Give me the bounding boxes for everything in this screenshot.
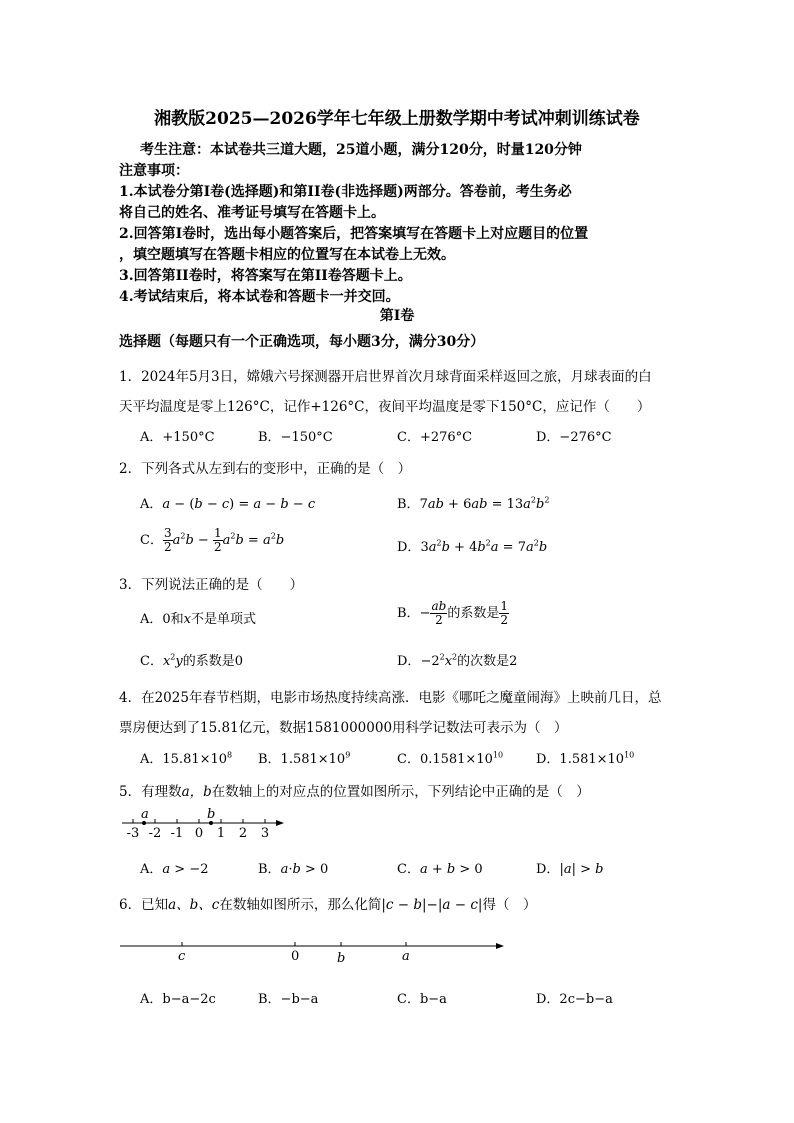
option-label: B． — [397, 497, 420, 512]
option-label: D． — [397, 540, 421, 555]
q1-option-c: C．+276°C — [397, 430, 473, 445]
q6-option-b: B．−b−a — [258, 992, 319, 1007]
q2-option-a: A．a − (b − c) = a − b − c — [140, 497, 316, 512]
q5-option-b: B．a·b > 0 — [258, 862, 329, 877]
instructions-heading: 注意事项： — [119, 163, 189, 179]
q6-option-a: A．b−a−2c — [140, 992, 216, 1007]
q5-tick-label: 3 — [260, 826, 270, 841]
q5-tick-group — [127, 819, 269, 841]
q6-label-b: b — [337, 951, 346, 966]
q6-label-c: c — [178, 949, 186, 964]
q3-d-text: 的次数是2 — [457, 654, 518, 669]
exam-title: 湘教版2025—2026学年七年级上册数学期中考试冲刺训练试卷 — [154, 109, 640, 129]
q6-label-0: 0 — [291, 949, 300, 964]
q5-label-a: a — [141, 807, 149, 822]
q5-tick-label: -2 — [148, 826, 162, 841]
option-label: C． — [140, 533, 163, 548]
q5-option-d: D．|a| > b — [536, 862, 604, 877]
q6-option-d: D．2c−b−a — [536, 992, 613, 1007]
q2-option-b: B．$7ab + 6ab = 13a^2b^2$ — [397, 495, 550, 512]
q3-a-var: x — [183, 612, 192, 627]
q3-option-d: D．$-2^2x^2$的次数是2 — [397, 652, 518, 669]
q1-line1: 1．2024年5月3日，嫦娥六号探测器开启世界首次月球背面采样返回之旅，月球表面的白 — [119, 369, 652, 385]
q6-stem — [119, 893, 536, 913]
q4-option-d-exp: 10 — [624, 750, 635, 760]
q2-option-d: D．$3a^2b + 4b^2a = 7a^2b$ — [397, 538, 548, 555]
q5-stem-vars: a，b — [181, 784, 212, 800]
q3-stem: 3．下列说法正确的是（ ） — [119, 577, 304, 593]
q5-option-a: A．a > −2 — [140, 862, 209, 877]
q5-stem-prefix: 5．有理数 — [119, 784, 182, 800]
option-label: D． — [397, 654, 421, 669]
section-heading: 选择题（每题只有一个正确选项，每小题3分，满分30分） — [119, 334, 485, 350]
instruction-line: 4.考试结束后，将本试卷和答题卡一并交回。 — [119, 289, 400, 305]
q6-stem-prefix: 6．已知 — [119, 897, 169, 913]
q1-option-d: D．−276°C — [536, 430, 612, 445]
q2-option-c: C． $\frac{3}{2}$ $a^2b$ − $\frac{1}{2}$ $a^2b = a^2b$ — [140, 526, 285, 554]
q1-option-a: A．+150°C — [140, 430, 215, 445]
instruction-line: ，填空题填写在答题卡相应的位置写在本试卷上无效。 — [119, 247, 455, 263]
q6-label-a: a — [402, 949, 410, 964]
q3-b-text: 的系数是 — [447, 606, 500, 621]
option-label: A． — [140, 862, 163, 877]
q5-tick-label: 1 — [216, 826, 226, 841]
q4-option-c-text: C．0.1581×10 — [397, 752, 493, 767]
section-title: 第Ⅰ卷 — [379, 308, 415, 324]
q4-option-c-exp: 10 — [492, 750, 504, 760]
q3-option-c: C．$x^2y$的系数是0 — [140, 652, 244, 669]
option-label: B． — [258, 862, 281, 877]
q4-line1: 4．在2025年春节档期，电影市场热度持续高涨．电影《哪吒之魔童闹海》上映前几日，总 — [119, 690, 662, 706]
q6-stem-mid: 在数轴如图所示，那么化简 — [219, 897, 382, 913]
option-label: A． — [140, 497, 163, 512]
q6-stem-suffix: 得（ ） — [482, 897, 537, 913]
instruction-line: 将自己的姓名、准考证号填写在答题卡上。 — [119, 205, 385, 221]
option-label: C． — [397, 862, 420, 877]
option-label: B． — [397, 606, 420, 621]
q4-option-a-text: A．15.81×10 — [140, 752, 228, 767]
q5-tick-label: -3 — [126, 826, 140, 841]
q2-stem: 2．下列各式从左到右的变形中，正确的是（ ） — [119, 461, 412, 477]
q6-stem-vars: a、b、c — [168, 897, 220, 913]
q4-option-d-text: D．1.581×10 — [536, 752, 625, 767]
q1-line2: 天平均温度是零上126°C，记作+126°C，夜间平均温度是零下150°C，应记作（ ） — [119, 399, 651, 415]
q3-a-text: 0和 — [162, 612, 184, 627]
option-label: D． — [536, 862, 560, 877]
option-label: A． — [140, 612, 163, 627]
q5-option-c: C．a + b > 0 — [397, 862, 483, 877]
q6-axis-arrow — [496, 943, 504, 949]
q3-a-text: 不是单项式 — [191, 612, 257, 627]
q5-tick-label: 0 — [194, 826, 204, 841]
q6-option-c: C．b−a — [397, 992, 447, 1007]
q1-option-b: B．−150°C — [258, 430, 333, 445]
q5-axis-arrow — [276, 820, 284, 826]
q4-option-a-exp: 8 — [227, 750, 233, 760]
q3-option-b: B．− $\frac{ab}{2}$ 的系数是 $\frac{1}{2}$ — [397, 599, 508, 627]
q5-stem-suffix: 在数轴上的对应点的位置如图所示，下列结论中正确的是（ ） — [211, 784, 590, 800]
instruction-line: 1.本试卷分第Ⅰ卷(选择题)和第II卷(非选择题)两部分。答卷前，考生务必 — [119, 184, 572, 200]
q3-c-text: 的系数是0 — [182, 654, 244, 669]
q6-stem-expr: |c − b|−|a − c| — [381, 897, 483, 913]
q4-line2: 票房便达到了15.81亿元，数据1581000000用科学记数法可表示为（ ） — [119, 720, 568, 736]
instruction-line: 3.回答第II卷时，将答案写在第II卷答题卡上。 — [119, 268, 412, 284]
option-label: C． — [140, 654, 163, 669]
q5-label-b: b — [207, 807, 216, 822]
q5-tick-label: -1 — [170, 826, 184, 841]
exam-notice: 考生注意：本试卷共三道大题，25道小题，满分120分，时量120分钟 — [140, 142, 582, 158]
q5-tick-label: 2 — [238, 826, 248, 841]
q4-option-b-text: B．1.581×10 — [258, 752, 346, 767]
instruction-line: 2.回答第Ⅰ卷时，选出每小题答案后，把答案填写在答题卡上对应题目的位置 — [119, 226, 589, 242]
q4-option-b-exp: 9 — [345, 750, 351, 760]
